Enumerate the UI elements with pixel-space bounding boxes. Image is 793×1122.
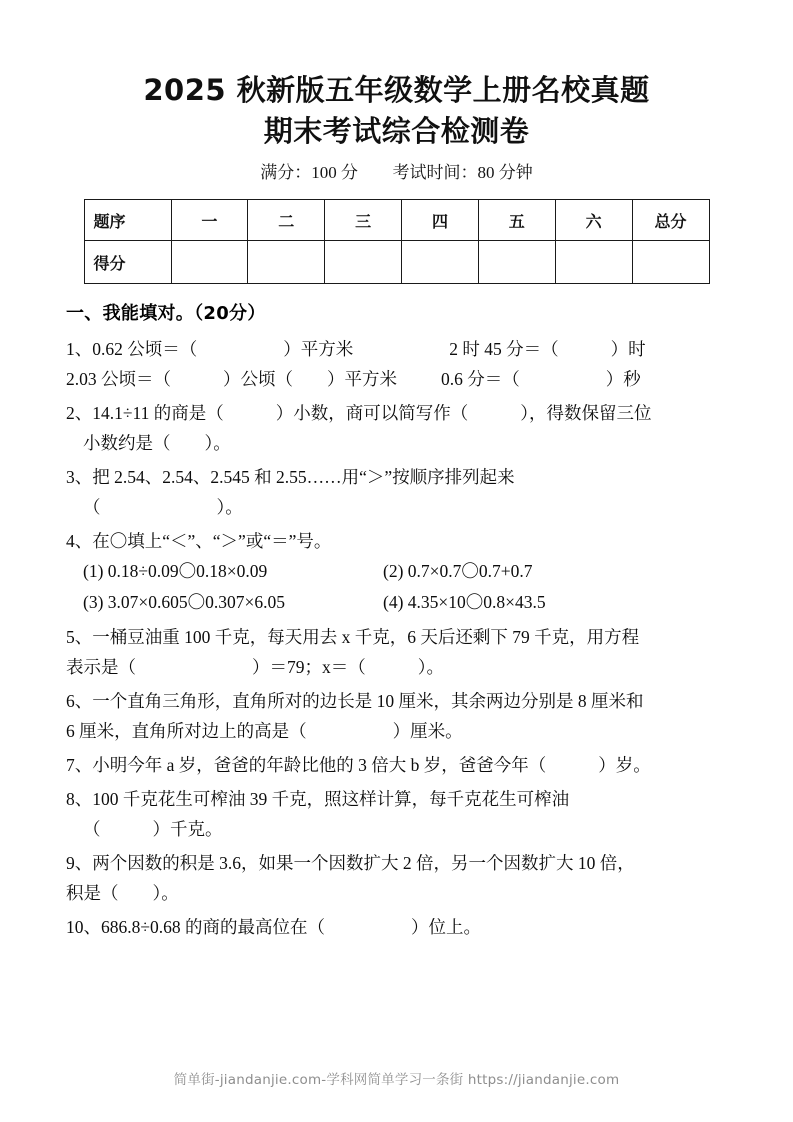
question-6-line-2 bbox=[66, 716, 731, 746]
q5-l2-part-c: ）。 bbox=[417, 657, 444, 677]
exam-duration-label: 考试时间：80 分钟 bbox=[392, 163, 533, 182]
question-8-line-1: 8、100 千克花生可榨油 39 千克，照这样计算，每千克花生可榨油 bbox=[66, 789, 570, 809]
q1-l2-part-c: ）平方米 bbox=[327, 369, 397, 389]
q1-l2-part-e: ）秒 bbox=[605, 369, 641, 389]
q8-l2-part-a: （ bbox=[83, 819, 101, 839]
q2-l2-part-b: ）。 bbox=[204, 433, 231, 453]
question-4-prompt: 4、在〇填上“＜”、“＞”或“＝”号。 bbox=[66, 531, 332, 551]
question-3-line-1: 3、把 2.54、2.54、2.545 和 2.55……用“＞”按顺序排列起来 bbox=[66, 467, 515, 487]
question-8 bbox=[66, 784, 731, 844]
footer-watermark: 简单街-jiandanjie.com-学科网简单学习一条街 https://jiandanjie.com bbox=[173, 1072, 620, 1088]
q4-item-4[interactable]: (4) 4.35×10〇0.8×43.5 bbox=[383, 592, 546, 612]
question-2-line-2 bbox=[66, 428, 731, 458]
score-cell-4[interactable] bbox=[402, 241, 479, 284]
question-10 bbox=[66, 912, 731, 942]
q1-l2-part-a: 2.03 公顷＝（ bbox=[66, 369, 171, 389]
score-cell-6[interactable] bbox=[555, 241, 632, 284]
full-score-label: 满分：100 分 bbox=[260, 163, 358, 182]
score-table-row-label-score: 得分 bbox=[84, 241, 171, 284]
q10-l1-part-a: 10、686.8÷0.68 的商的最高位在（ bbox=[66, 917, 325, 937]
paper-title-line-2: 期末考试综合检测卷 bbox=[263, 114, 530, 148]
q1-l2-part-d: 0.6 分＝（ bbox=[441, 369, 520, 389]
q1-l1-part-c: 2 时 45 分＝（ bbox=[449, 339, 559, 359]
score-table-col-4: 四 bbox=[402, 200, 479, 241]
q1-l2-part-b: ）公顷（ bbox=[223, 369, 293, 389]
q7-l1-part-a: 7、小明今年 a 岁，爸爸的年龄比他的 3 倍大 b 岁，爸爸今年（ bbox=[66, 755, 547, 775]
score-cell-2[interactable] bbox=[248, 241, 325, 284]
question-3 bbox=[66, 462, 731, 522]
score-table-col-5: 五 bbox=[478, 200, 555, 241]
question-5 bbox=[66, 622, 731, 682]
question-7-line-1 bbox=[66, 750, 731, 780]
question-5-line-2 bbox=[66, 652, 731, 682]
q1-l1-part-a: 1、0.62 公顷＝（ bbox=[66, 339, 198, 359]
paper-body bbox=[0, 300, 793, 942]
question-1 bbox=[66, 334, 731, 394]
q3-l2-part-a: （ bbox=[83, 497, 101, 517]
score-cell-3[interactable] bbox=[325, 241, 402, 284]
question-5-line-1: 5、一桶豆油重 100 千克，每天用去 x 千克，6 天后还剩下 79 千克，用方程 bbox=[66, 627, 640, 647]
q4-item-3[interactable]: (3) 3.07×0.605〇0.307×6.05 bbox=[83, 592, 286, 612]
q2-l1-part-b: ）小数，商可以简写作（ bbox=[275, 403, 469, 423]
q4-item-2[interactable]: (2) 0.7×0.7〇0.7+0.7 bbox=[383, 561, 533, 581]
question-6-line-1: 6、一个直角三角形，直角所对的边长是 10 厘米，其余两边分别是 8 厘米和 bbox=[66, 691, 644, 711]
question-6 bbox=[66, 686, 731, 746]
score-table-header-row bbox=[84, 200, 709, 241]
question-9 bbox=[66, 848, 731, 908]
q9-l2-part-b: ）。 bbox=[152, 883, 179, 903]
section-heading-1: 一、我能填对。（20分） bbox=[66, 303, 266, 324]
q1-l1-part-b: ）平方米 bbox=[283, 339, 354, 359]
question-2-line-1 bbox=[66, 398, 731, 428]
score-table bbox=[84, 199, 710, 284]
paper-title-line-1: 2025 秋新版五年级数学上册名校真题 bbox=[143, 73, 650, 107]
question-3-line-2 bbox=[66, 492, 731, 522]
q2-l1-part-c: ），得数保留三位 bbox=[520, 403, 652, 423]
question-2 bbox=[66, 398, 731, 458]
question-4-subrow-2 bbox=[66, 587, 731, 618]
score-table-col-total: 总分 bbox=[632, 200, 709, 241]
q4-item-1[interactable]: (1) 0.18÷0.09〇0.18×0.09 bbox=[83, 561, 268, 581]
q1-l1-part-d: ）时 bbox=[610, 339, 646, 359]
score-cell-total[interactable] bbox=[632, 241, 709, 284]
question-1-line-2 bbox=[66, 364, 731, 394]
q5-l2-part-a: 表示是（ bbox=[66, 657, 136, 677]
score-table-col-3: 三 bbox=[325, 200, 402, 241]
q3-l2-part-b: ）。 bbox=[216, 497, 243, 517]
paper-header bbox=[0, 70, 793, 185]
q9-l2-part-a: 积是（ bbox=[66, 883, 119, 903]
question-4 bbox=[66, 526, 731, 618]
score-cell-5[interactable] bbox=[478, 241, 555, 284]
score-table-row-label-question: 题序 bbox=[84, 200, 171, 241]
score-table-wrapper bbox=[84, 199, 710, 284]
q7-l1-part-b: ）岁。 bbox=[598, 755, 651, 775]
q6-l2-part-b: ）厘米。 bbox=[392, 721, 463, 741]
q2-l1-part-a: 2、14.1÷11 的商是（ bbox=[66, 403, 224, 423]
question-10-line-1 bbox=[66, 912, 731, 942]
question-1-line-1 bbox=[66, 334, 731, 364]
question-8-line-2 bbox=[66, 814, 731, 844]
score-table-col-6: 六 bbox=[555, 200, 632, 241]
exam-meta bbox=[0, 161, 793, 185]
score-table-col-2: 二 bbox=[248, 200, 325, 241]
question-9-line-2 bbox=[66, 878, 731, 908]
score-cell-1[interactable] bbox=[171, 241, 248, 284]
question-4-subrow-1 bbox=[66, 556, 731, 587]
question-9-line-1: 9、两个因数的积是 3.6，如果一个因数扩大 2 倍，另一个因数扩大 10 倍， bbox=[66, 853, 635, 873]
q8-l2-part-b: ）千克。 bbox=[152, 819, 223, 839]
q10-l1-part-b: ）位上。 bbox=[410, 917, 481, 937]
question-7 bbox=[66, 750, 731, 780]
q6-l2-part-a: 6 厘米，直角所对边上的高是（ bbox=[66, 721, 307, 741]
q2-l2-part-a: 小数约是（ bbox=[83, 433, 171, 453]
q5-l2-part-b: ）＝79；x＝（ bbox=[252, 657, 366, 677]
score-table-score-row bbox=[84, 241, 709, 284]
score-table-col-1: 一 bbox=[171, 200, 248, 241]
